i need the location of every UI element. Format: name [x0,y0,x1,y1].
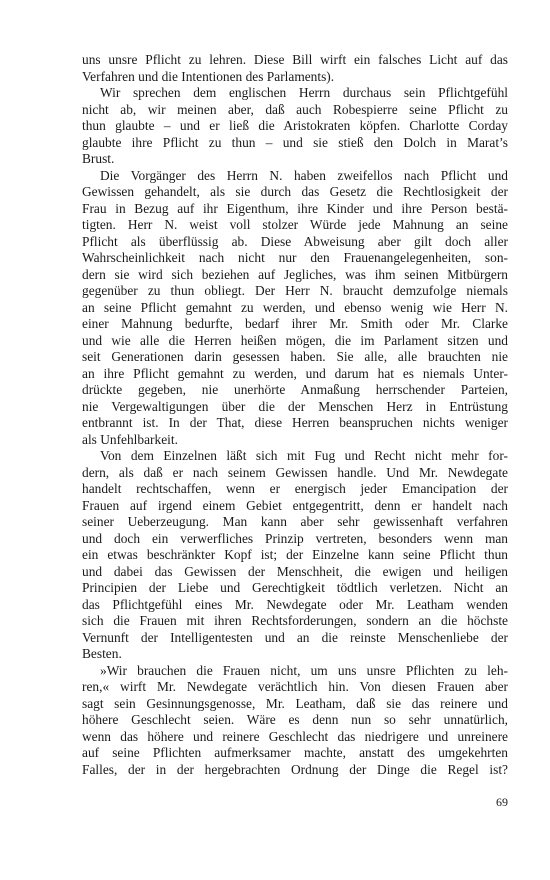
text-line: Verfahren und die Intentionen des Parlaments). [82,68,335,84]
text-line: an ihre Pflicht gemahnt zu werden, und darum hat es niemals Unter- [82,365,508,381]
text-line: nie Vergewaltigungen über die der Menschen Herz in Entrüstung [82,398,508,414]
text-line: Pflicht als überflüssig ab. Diese Abweisung aber gilt doch aller [82,233,508,249]
text-line: handelt rechtschaffen, wenn er energisch jeder Emancipation der [82,481,508,496]
text-line: und dabei das Gewissen der Menschheit, die ewigen und heiligen [82,563,508,579]
text-line: Gewissen gehandelt, als sie durch das Gesetz die Rechtlosigkeit der [82,184,508,199]
body-text [82,52,508,778]
text-line: uns unsre Pflicht zu lehren. Diese Bill wirft ein falsches Licht auf das [82,52,508,67]
text-line: höhere Geschlecht seien. Wäre es denn nun so sehr unnatürlich, [82,712,508,727]
text-line: ren,« wirft Mr. Newdegate verächtlich hin. Von diesen Frauen aber [82,679,508,694]
text-line: Die Vorgänger des Herrn N. haben zweifellos nach Pflicht und [100,167,508,183]
text-line: das Pflichtgefühl eines Mr. Newdegate oder Mr. Leatham wenden [82,596,508,612]
text-line: nicht ab, wir meinen aber, daß auch Robespierre seine Pflicht zu [82,101,508,117]
text-line: sich die Frauen mit ihren Rechtsforderungen, sondern an die höchste [82,613,508,628]
text-line: an seine Pflicht gemahnt zu werden, und ebenso wenig wie Herr N. [82,299,508,315]
text-line: auf seine Pflichten aufmerksamer machte, anstatt des umgekehrten [82,745,508,760]
text-line: und wie alle die Herren heißen mögen, die im Parlament sitzen und [82,332,508,348]
page-number: 69 [496,795,508,809]
text-line: einer Mahnung bedurfte, bedarf ihrer Mr. Smith oder Mr. Clarke [82,316,508,331]
text-line: Frau in Bezug auf ihr Eigenthum, ihre Kinder und ihre Person bestä- [82,200,508,216]
text-line: Principien der Liebe und Gerechtigkeit tödtlich verletzen. Nicht an [82,580,508,595]
text-line: glaubte ihre Pflicht zu thun – und sie stieß den Dolch in Marat’s [82,134,508,150]
text-line: Von dem Einzelnen läßt sich mit Fug und Recht nicht mehr for- [100,448,508,463]
text-line: drückte gegeben, nie unerhörte Anmaßung herrschender Parteien, [82,382,508,397]
text-line: dern, als daß er nach seinem Gewissen handle. Und Mr. Newdegate [82,464,508,480]
text-line: als Unfehlbarkeit. [82,431,178,447]
text-line: thun glaubte – und er ließ die Aristokraten köpfen. Charlotte Corday [82,118,508,133]
text-line: Brust. [82,151,115,166]
text-line: tigten. Herr N. weist voll stolzer Würde jede Mahnung an seine [82,217,508,232]
text-line: Besten. [82,646,122,661]
text-line: wenn das höhere und reinere Geschlecht das niedrigere und unreinere [82,728,508,744]
text-line: gegenüber zu thun obliegt. Der Herr N. braucht demzufolge niemals [82,283,508,298]
text-line: Vernunft der Intelligentesten und an die reinste Menschenliebe der [82,629,508,645]
text-line: Falles, der in der hergebrachten Ordnung der Dinge die Regel ist? [82,761,508,777]
text-line: seit Generationen darin gesessen haben. Sie alle, alle brauchten nie [82,349,508,364]
page-content [82,52,508,778]
text-line: entbrannt ist. In der That, diese Herren beanspruchen nichts weniger [82,415,508,430]
text-line: Wir sprechen dem englischen Herrn durchaus sein Pflichtgefühl [100,85,508,100]
text-line: ein etwas beschränkter Kopf ist; der Einzelne kann seine Pflicht thun [82,547,508,562]
text-line: seiner Ueberzeugung. Man kann aber sehr gewissenhaft verfahren [82,514,508,529]
text-line: und doch ein verwerfliches Prinzip vertreten, besonders wenn man [82,530,508,546]
text-line: sagt sein Gesinnungsgenosse, Mr. Leatham, daß sie das reinere und [82,695,508,711]
text-line: Wahrscheinlichkeit nach nicht nur den Frauenangelegenheiten, son- [82,250,508,265]
text-line: Frauen auf irgend einem Gebiet entgegentritt, denn er handelt nach [82,497,508,513]
text-line: dern sie wird sich beziehen auf Jegliches, was ihm seinen Mitbürgern [82,266,508,282]
text-line: »Wir brauchen die Frauen nicht, um uns unsre Pflichten zu leh- [100,662,508,678]
